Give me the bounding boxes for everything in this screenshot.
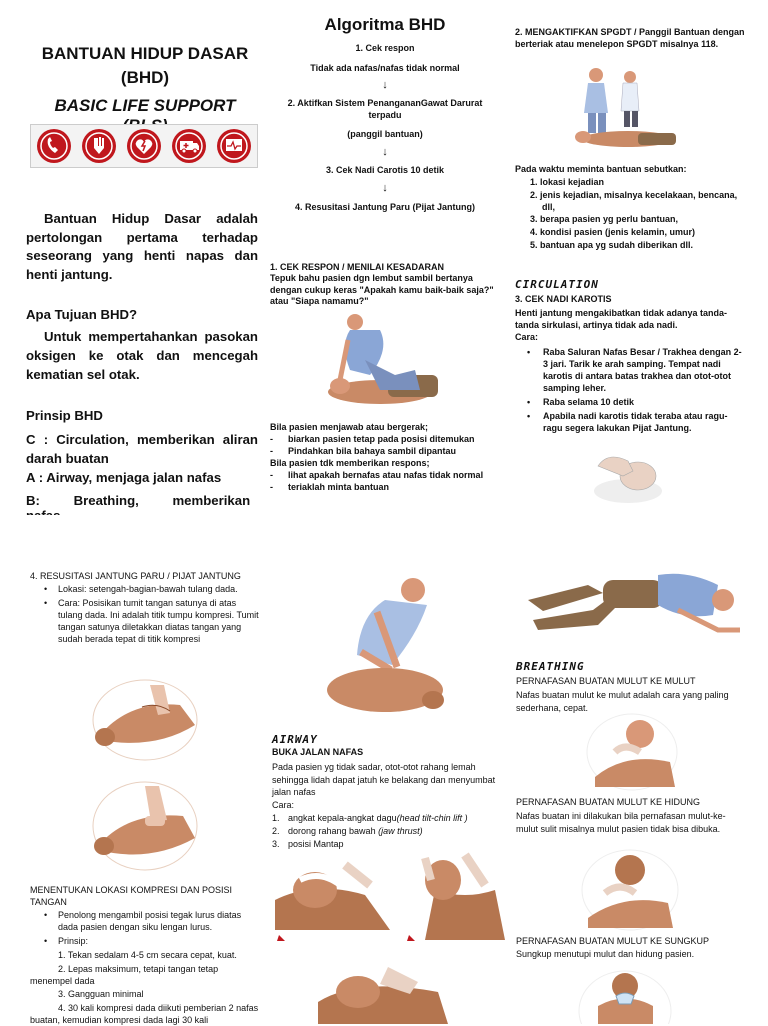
ambulance-icon (171, 128, 207, 164)
bullet: • (44, 584, 48, 594)
nadi-item-2 (527, 397, 742, 407)
prinsip-item-2: 2. Lepas maksimum, tetapi tangan tetap menempel dada (30, 964, 219, 986)
principle-heading: Prinsip BHD (26, 408, 103, 423)
dash-bullet: - (270, 482, 273, 492)
airway-item-2-text: dorong rahang bawah (288, 826, 379, 836)
airway-item-1-term: (head tilt-chin lift ) (396, 813, 468, 823)
rjp-item-1 (44, 584, 264, 594)
bullet: • (44, 598, 48, 608)
spgdt-heading: 2. MENGAKTIFKAN SPGDT / Panggil Bantuan dengan berteriak atau menelepon SPGDT misalnya 118. (515, 27, 745, 49)
prinsip-item-3: 3. Gangguan minimal (58, 989, 144, 999)
nadi-text: Henti jantung mengakibatkan tidak adanya tanda-tanda sirkulasi, artinya tidak ada nadi. (515, 308, 728, 330)
principle-c: C : Circulation, memberikan aliran darah buatan (26, 432, 258, 466)
number: 3. (272, 839, 280, 849)
respon-if1: Bila pasien menjawab atau bergerak; (270, 422, 429, 432)
rjp-heading: 4. RESUSITASI JANTUNG PARU / PIJAT JANTUNG (30, 571, 241, 581)
recovery-position-illustration (518, 565, 748, 645)
hands-icon (81, 128, 117, 164)
airway-item-2 (272, 826, 502, 836)
subtitle: BASIC LIFE SUPPORT (54, 96, 236, 115)
call-item-5: 5. bantuan apa yg sudah diberikan dll. (530, 240, 694, 250)
mouth-to-mask-illustration (578, 966, 673, 1024)
goal-heading: Apa Tujuan BHD? (26, 307, 138, 322)
airway-heading: BUKA JALAN NAFAS (272, 747, 364, 757)
respon-heading: 1. CEK RESPON / MENILAI KESADARAN (270, 262, 445, 272)
circulation-label: CIRCULATION (515, 278, 599, 291)
nadi-item-1-text: Raba Saluran Nafas Besar / Trakhea dengan 2-3 jari. Tarik ke arah samping. Tempat nadi karotis di antara batas trakhea dan otot-otot samping leher. (543, 347, 742, 393)
lokasi-item-2 (44, 936, 259, 946)
call-item-4: 4. kondisi pasien (jenis kelamin, umur) (530, 227, 696, 237)
mh-heading: PERNAFASAN BUATAN MULUT KE HIDUNG (516, 797, 701, 807)
principle-a: A : Airway, menjaga jalan nafas (26, 470, 222, 485)
lokasi-item-2-text: Prinsip: (58, 936, 89, 946)
nadi-heading: 3. CEK NADI KAROTIS (515, 294, 612, 304)
nadi-cara: Cara: (515, 332, 539, 342)
mm-heading: PERNAFASAN BUATAN MULUT KE MULUT (516, 676, 696, 686)
chest-hand-placement-illustration-2 (90, 778, 200, 873)
algo-arrow-2: ↓ (382, 146, 388, 158)
ms-text: Sungkup menutupi mulut dan hidung pasien. (516, 949, 695, 959)
airway-item-3 (272, 839, 502, 849)
algo-step1: 1. Cek respon (355, 43, 415, 53)
heart-icon (126, 128, 162, 164)
prinsip-item-1: 1. Tekan sedalam 4-5 cm secara cepat, kuat. (58, 950, 237, 960)
jaw-thrust-illustration (405, 850, 505, 945)
title-line1: BANTUAN HIDUP DASAR (41, 44, 249, 63)
airway-label: AIRWAY (272, 733, 318, 746)
prinsip-item-4: 4. 30 kali kompresi dada diikuti pemberian 2 nafas buatan, kemudian kompresi dada lagi 30 kali (30, 1003, 259, 1025)
airway-cara: Cara: (272, 800, 295, 810)
rjp-item-2-text: Cara: Posisikan tumit tangan satunya di atas tulang dada. Ini adalah titik tumpu kompresi. Tumit tangan satunya diletakkan diatas tangan yang sudah berada tepat di titik kompresi (58, 598, 259, 644)
monitor-icon (216, 128, 252, 164)
algo-step1b: Tidak ada nafas/nafas tidak normal (310, 63, 460, 73)
mouth-to-mouth-illustration (585, 712, 680, 792)
ms-heading: PERNAFASAN BUATAN MULUT KE SUNGKUP (516, 936, 710, 946)
check-response-illustration (320, 310, 440, 410)
head-tilt-illustration (275, 855, 390, 945)
respon-if2: Bila pasien tdk memberikan respons; (270, 458, 430, 468)
airway-text: Pada pasien yg tidak sadar, otot-otot rahang lemah sehingga lidah dapat jatuh ke belakang dan menyumbat jalan nafas (272, 762, 496, 797)
respon-if1-item-2-text: Pindahkan bila bahaya sambil dipantau (288, 446, 457, 456)
call-intro: Pada waktu meminta bantuan sebutkan: (515, 164, 687, 174)
bullet: • (44, 936, 48, 946)
respon-if1-item-2 (270, 446, 500, 456)
respon-if2-item-1-text: lihat apakah bernafas atau nafas tidak normal (288, 470, 484, 480)
algo-step2: 2. Aktifkan Sistem PenangananGawat Darurat terpadu (287, 98, 483, 120)
nadi-item-3-text: Apabila nadi karotis tidak teraba atau ragu-ragu segera lakukan Pijat Jantung. (543, 411, 728, 433)
call-item-2: 2. jenis kejadian, misalnya kecelakaan, bencana, dll, (530, 190, 738, 212)
bullet: • (527, 347, 531, 357)
algo-arrow-1: ↓ (382, 79, 388, 91)
respon-if2-item-2-text: teriaklah minta bantuan (288, 482, 390, 492)
algo-title: Algoritma BHD (324, 15, 446, 34)
page-separator (0, 515, 768, 560)
respon-if1-item-1-text: biarkan pasien tetap pada posisi ditemukan (288, 434, 475, 444)
title-line2: (BHD) (120, 68, 170, 87)
respon-text: Tepuk bahu pasien dgn lembut sambil bertanya dengan cukup keras "Apakah kamu baik-baik saja?" atau "Siapa namamu?" (270, 273, 494, 306)
dash-bullet: - (270, 446, 273, 456)
mouth-to-nose-illustration (580, 848, 680, 933)
nadi-item-3 (527, 410, 742, 434)
number: 1. (272, 813, 280, 823)
dash-bullet: - (270, 470, 273, 480)
airway-item-1-text: angkat kepala-angkat dagu (288, 813, 397, 823)
number: 2. (272, 826, 280, 836)
icon-banner (30, 124, 258, 168)
respon-if2-item-2 (270, 482, 500, 492)
lokasi-heading: MENENTUKAN LOKASI KOMPRESI DAN POSISI TANGAN (30, 885, 233, 907)
bullet: • (527, 411, 531, 421)
rjp-item-2 (44, 597, 259, 645)
recovery-position-hands-illustration (318, 962, 448, 1024)
respon-if1-item-1 (270, 434, 500, 444)
algo-step2b: (panggil bantuan) (347, 129, 423, 139)
algo-step3: 3. Cek Nadi Carotis 10 detik (325, 165, 445, 175)
nadi-item-1 (527, 346, 742, 394)
call-help-illustration (568, 65, 678, 150)
airway-item-3-text: posisi Mantap (288, 839, 344, 849)
respon-if2-item-1 (270, 470, 510, 480)
algo-step4: 4. Resusitasi Jantung Paru (Pijat Jantung) (294, 202, 476, 212)
lokasi-item-1 (44, 909, 259, 933)
mh-text: Nafas buatan ini dilakukan bila pernafasan mulut-ke-mulut sulit misalnya mulut pasien tidak bisa dibuka. (516, 811, 726, 834)
breathing-label: BREATHING (516, 660, 585, 673)
intro-text: Bantuan Hidup Dasar adalah pertolongan pertama terhadap seseorang yang henti napas dan henti jantung. (26, 211, 258, 282)
call-item-1: 1. lokasi kejadian (530, 177, 605, 187)
call-item-3: 3. berapa pasien yg perlu bantuan, (530, 214, 679, 224)
nadi-item-2-text: Raba selama 10 detik (543, 397, 635, 407)
bullet: • (44, 910, 48, 920)
phone-icon (36, 128, 72, 164)
mm-text: Nafas buatan mulut ke mulut adalah cara yang paling sederhana, cepat. (516, 690, 729, 713)
chest-hand-placement-illustration-1 (90, 675, 200, 765)
airway-item-2-term: (jaw thrust) (378, 826, 423, 836)
principle-b: B: Breathing, memberikan (26, 493, 251, 508)
airway-item-1 (272, 813, 507, 823)
rjp-item-1-text: Lokasi: setengah-bagian-bawah tulang dada. (58, 584, 238, 594)
bullet: • (527, 397, 531, 407)
goal-text: Untuk mempertahankan pasokan oksigen ke otak dan mencegah kematian sel otak. (26, 329, 258, 382)
dash-bullet: - (270, 434, 273, 444)
algo-arrow-3: ↓ (382, 182, 388, 194)
pulse-check-illustration (588, 446, 668, 506)
lokasi-item-1-text: Penolong mengambil posisi tegak lurus diatas dada pasien dengan siku lengan lurus. (58, 910, 242, 932)
cpr-compression-illustration (325, 572, 445, 722)
